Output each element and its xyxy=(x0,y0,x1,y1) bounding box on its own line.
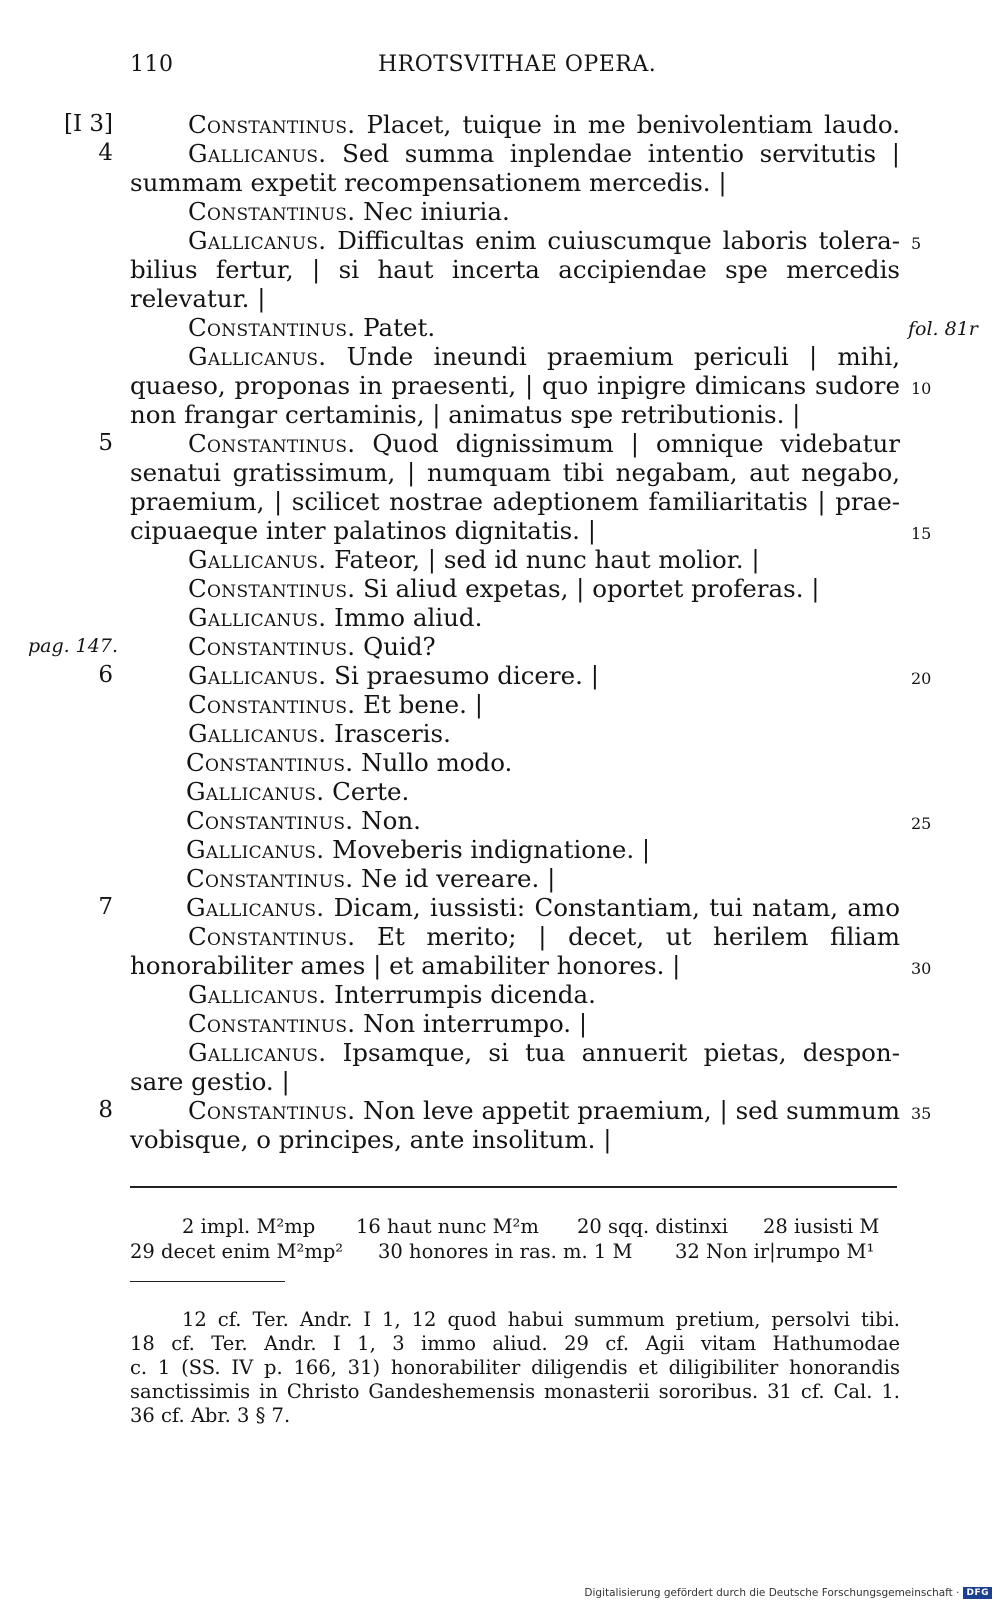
speaker-name: Gallicanus. xyxy=(186,777,325,806)
line-text: Constantinus. Si aliud expetas, | oportet proferas. | xyxy=(188,574,820,603)
text-line xyxy=(0,458,1000,487)
speaker-name: Gallicanus. xyxy=(186,835,325,864)
text-line xyxy=(0,806,1000,835)
line-number: 5 xyxy=(911,234,922,253)
reference-line: 18 cf. Ter. Andr. I 1, 3 immo aliud. 29 cf. Agii vitam Hathumodae xyxy=(130,1332,900,1355)
text-line xyxy=(0,661,1000,690)
speaker-name: Constantinus. xyxy=(186,748,354,777)
text-line xyxy=(0,893,1000,922)
reference-line: 12 cf. Ter. Andr. I 1, 12 quod habui summum pretium, persolvi tibi. xyxy=(182,1308,900,1331)
folio-reference: fol. 81r xyxy=(908,318,978,340)
line-number: 25 xyxy=(911,814,932,833)
line-text: Constantinus. Non leve appetit praemium, | sed summum xyxy=(188,1096,900,1125)
speaker-name: Constantinus. xyxy=(186,864,354,893)
text-line xyxy=(0,922,1000,951)
apparatus-entry: 2 impl. M²mp xyxy=(182,1215,316,1238)
scene-number: [I 3] xyxy=(64,111,113,137)
speaker-name: Constantinus. xyxy=(188,313,356,342)
line-text: Gallicanus. Fateor, | sed id nunc haut molior. | xyxy=(188,545,760,574)
scene-number: 4 xyxy=(98,140,113,166)
line-text: Gallicanus. Sed summa inplendae intentio servitutis | xyxy=(188,139,900,168)
speaker-name: Constantinus. xyxy=(188,1096,356,1125)
text-line xyxy=(0,951,1000,980)
text-line xyxy=(0,313,1000,342)
text-line xyxy=(0,574,1000,603)
line-text: Gallicanus. Si praesumo dicere. | xyxy=(188,661,599,690)
line-text: Gallicanus. Irasceris. xyxy=(188,719,451,748)
text-line xyxy=(0,197,1000,226)
scene-number: 8 xyxy=(98,1097,113,1123)
apparatus-entry: 16 haut nunc M²m xyxy=(356,1215,539,1238)
speaker-name: Constantinus. xyxy=(188,110,356,139)
text-line xyxy=(0,139,1000,168)
line-text: honorabiliter ames | et amabiliter honores. | xyxy=(130,951,681,980)
text-line xyxy=(0,1009,1000,1038)
text-line xyxy=(0,1038,1000,1067)
line-text: Gallicanus. Interrumpis dicenda. xyxy=(188,980,596,1009)
line-text: senatui gratissimum, | numquam tibi negabam, aut negabo, xyxy=(130,458,900,487)
speaker-name: Gallicanus. xyxy=(186,893,325,922)
line-text: Gallicanus. Certe. xyxy=(186,777,410,806)
line-text: Gallicanus. Ipsamque, si tua annuerit pietas, despon- xyxy=(188,1038,900,1067)
speaker-name: Constantinus. xyxy=(188,197,356,226)
line-text: Constantinus. Quod dignissimum | omnique videbatur xyxy=(188,429,900,458)
text-line xyxy=(0,719,1000,748)
page-reference: pag. 147. xyxy=(27,635,118,657)
scene-number: 7 xyxy=(98,894,113,920)
speaker-name: Constantinus. xyxy=(188,1009,356,1038)
text-line xyxy=(0,632,1000,661)
line-text: Constantinus. Ne id vereare. | xyxy=(186,864,556,893)
line-text: quaeso, proponas in praesenti, | quo inpigre dimicans sudore xyxy=(130,371,900,400)
text-line xyxy=(0,400,1000,429)
line-text: praemium, | scilicet nostrae adeptionem familiaritatis | prae- xyxy=(130,487,900,516)
speaker-name: Gallicanus. xyxy=(188,980,327,1009)
line-text: cipuaeque inter palatinos dignitatis. | xyxy=(130,516,596,545)
scene-number: 6 xyxy=(98,662,113,688)
critical-apparatus xyxy=(130,1214,900,1264)
speaker-name: Gallicanus. xyxy=(188,603,327,632)
text-line xyxy=(0,1067,1000,1096)
reference-line: c. 1 (SS. IV p. 166, 31) honorabiliter diligendis et diligibiliter honorandis xyxy=(130,1356,900,1379)
line-text: non frangar certaminis, | animatus spe retributionis. | xyxy=(130,400,801,429)
line-text: Gallicanus. Unde ineundi praemium periculi | mihi, xyxy=(188,342,900,371)
apparatus-entry: 20 sqq. distinxi xyxy=(577,1215,728,1238)
speaker-name: Gallicanus. xyxy=(188,545,327,574)
text-line xyxy=(0,864,1000,893)
line-text: bilius fertur, | si haut incerta accipiendae spe mercedis xyxy=(130,255,900,284)
text-line xyxy=(0,1125,1000,1154)
apparatus-divider xyxy=(130,1186,897,1188)
line-number: 30 xyxy=(911,959,932,978)
text-line xyxy=(0,980,1000,1009)
apparatus-entry: 30 honores in ras. m. 1 M xyxy=(378,1240,633,1263)
text-line xyxy=(0,1096,1000,1125)
line-text: Gallicanus. Difficultas enim cuiuscumque laboris tolera- xyxy=(188,226,900,255)
apparatus-entry: 32 Non ir|rumpo M¹ xyxy=(675,1240,875,1263)
line-text: Constantinus. Nullo modo. xyxy=(186,748,513,777)
text-line xyxy=(0,516,1000,545)
text-line xyxy=(0,777,1000,806)
line-number: 10 xyxy=(911,379,932,398)
reference-line: sanctissimis in Christo Gandeshemensis monasterii sororibus. 31 cf. Cal. 1. xyxy=(130,1380,900,1403)
dfg-logo: DFG xyxy=(963,1587,992,1599)
text-line xyxy=(0,487,1000,516)
speaker-name: Gallicanus. xyxy=(188,342,327,371)
references-divider xyxy=(130,1281,285,1282)
text-line xyxy=(0,342,1000,371)
line-text: Constantinus. Non. xyxy=(186,806,421,835)
text-line xyxy=(0,284,1000,313)
line-text: vobisque, o principes, ante insolitum. | xyxy=(130,1125,612,1154)
speaker-name: Gallicanus. xyxy=(188,719,327,748)
text-line xyxy=(0,429,1000,458)
speaker-name: Gallicanus. xyxy=(188,661,327,690)
apparatus-entry: 29 decet enim M²mp² xyxy=(130,1240,344,1263)
text-line xyxy=(0,226,1000,255)
line-text: relevatur. | xyxy=(130,284,266,313)
line-text: sare gestio. | xyxy=(130,1067,290,1096)
speaker-name: Constantinus. xyxy=(188,922,356,951)
digitization-credit xyxy=(584,1587,992,1599)
text-line xyxy=(0,603,1000,632)
line-text: Gallicanus. Moveberis indignatione. | xyxy=(186,835,651,864)
line-text: Gallicanus. Dicam, iussisti: Constantiam, tui natam, amo xyxy=(186,893,900,922)
line-text: Constantinus. Et merito; | decet, ut herilem filiam xyxy=(188,922,900,951)
speaker-name: Constantinus. xyxy=(186,806,354,835)
text-line xyxy=(0,690,1000,719)
text-line xyxy=(0,545,1000,574)
text-line xyxy=(0,748,1000,777)
text-line xyxy=(0,255,1000,284)
line-number: 15 xyxy=(911,524,932,543)
line-text: Constantinus. Quid? xyxy=(188,632,436,661)
speaker-name: Gallicanus. xyxy=(188,139,327,168)
apparatus-line xyxy=(130,1239,900,1264)
text-line xyxy=(0,110,1000,139)
credit-text: Digitalisierung gefördert durch die Deutsche Forschungsgemeinschaft · xyxy=(584,1587,960,1599)
reference-line: 36 cf. Abr. 3 § 7. xyxy=(130,1404,291,1427)
speaker-name: Gallicanus. xyxy=(188,226,327,255)
line-text: Constantinus. Placet, tuique in me benivolentiam laudo. xyxy=(188,110,900,139)
speaker-name: Constantinus. xyxy=(188,429,356,458)
speaker-name: Constantinus. xyxy=(188,690,356,719)
running-title: HROTSVITHAE OPERA. xyxy=(378,52,657,77)
text-line xyxy=(0,371,1000,400)
line-text: summam expetit recompensationem mercedis. | xyxy=(130,168,727,197)
line-text: Constantinus. Et bene. | xyxy=(188,690,483,719)
dialogue-text xyxy=(0,110,1000,1154)
line-text: Constantinus. Patet. xyxy=(188,313,436,342)
page-number: 110 xyxy=(130,52,174,77)
line-number: 20 xyxy=(911,669,932,688)
speaker-name: Constantinus. xyxy=(188,574,356,603)
apparatus-entry: 28 iusisti M xyxy=(763,1215,880,1238)
text-line xyxy=(0,835,1000,864)
scene-number: 5 xyxy=(98,430,113,456)
source-references xyxy=(130,1308,900,1428)
line-number: 35 xyxy=(911,1104,932,1123)
line-text: Constantinus. Nec iniuria. xyxy=(188,197,510,226)
speaker-name: Gallicanus. xyxy=(188,1038,327,1067)
apparatus-line xyxy=(130,1214,900,1239)
line-text: Gallicanus. Immo aliud. xyxy=(188,603,483,632)
line-text: Constantinus. Non interrumpo. | xyxy=(188,1009,588,1038)
speaker-name: Constantinus. xyxy=(188,632,356,661)
text-line xyxy=(0,168,1000,197)
